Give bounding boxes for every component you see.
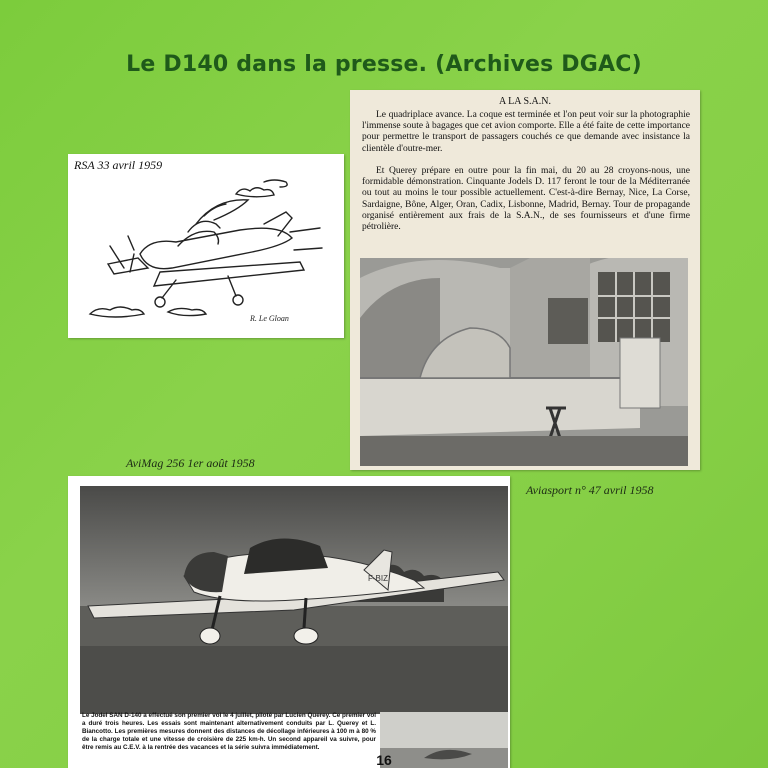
clipping-paragraph-2: Et Querey prépare en outre pour la fin mai, du 20 au 28 croyons-nous, une formidable démonstration. Cinquante Jodels D. 117 feront le tour de la Méditerranée ou tout au moins le tour possible actuellement. C'est-à-dire Bernay, Nice, La Corse, Sardaigne, Bône, Alger, Oran, Cadix, Lisbonne, Madrid, Bernay. Tour de propagande organisé entièrement aux frais de la S.A.N., de ses fournisseurs et d'une firme pétrolière. <box>362 166 690 233</box>
aircraft-registration-mark: F-BIZ <box>368 574 388 583</box>
cartoon-airplane-drawing <box>68 154 344 338</box>
aviasport-caption: Aviasport n° 47 avril 1958 <box>526 483 654 497</box>
avimag-caption: AviMag 256 1er août 1958 <box>126 456 255 470</box>
clipping-heading: A LA S.A.N. <box>499 96 551 107</box>
hangar-hull-photo <box>360 258 688 466</box>
aircraft-photo-caption: Le Jodel SAN D-140 a effectué son premier vol le 4 juillet, piloté par Lucien Querey. Ce premier vol a duré trois heures. Les essais sont maintenant alternativement conduits par L. Querey et L. Biancotto. Les premières mesures donnent des distances de décollage inférieures à 100 m à 80 % de la charge totale et une vitesse de croisière de 225 km-h. Un second appareil va suivre, pour être remis au C.E.V. à la rentrée des vacances et la série suivra immédiatement. <box>82 712 376 751</box>
cartoon-source-label: RSA 33 avril 1959 <box>74 158 163 172</box>
page-title: Le D140 dans la presse. (Archives DGAC) <box>126 52 642 77</box>
jodel-d140-aircraft-photo <box>80 486 508 714</box>
page-number: 16 <box>376 752 392 768</box>
cartoon-signature: R. Le Gloan <box>250 314 289 323</box>
cartoon-card <box>68 154 344 338</box>
newspaper-clipping <box>350 90 700 470</box>
aircraft-photo-card <box>68 476 510 768</box>
clipping-paragraph-1: Le quadriplace avance. La coque est terminée et l'on peut voir sur la photographie l'immense soute à bagages que cet avion comporte. Elle a été faite de cette importance pour permettre le transport de passagers couchés ce que demande avec insistance la clientèle d'outre-mer. <box>362 110 691 154</box>
